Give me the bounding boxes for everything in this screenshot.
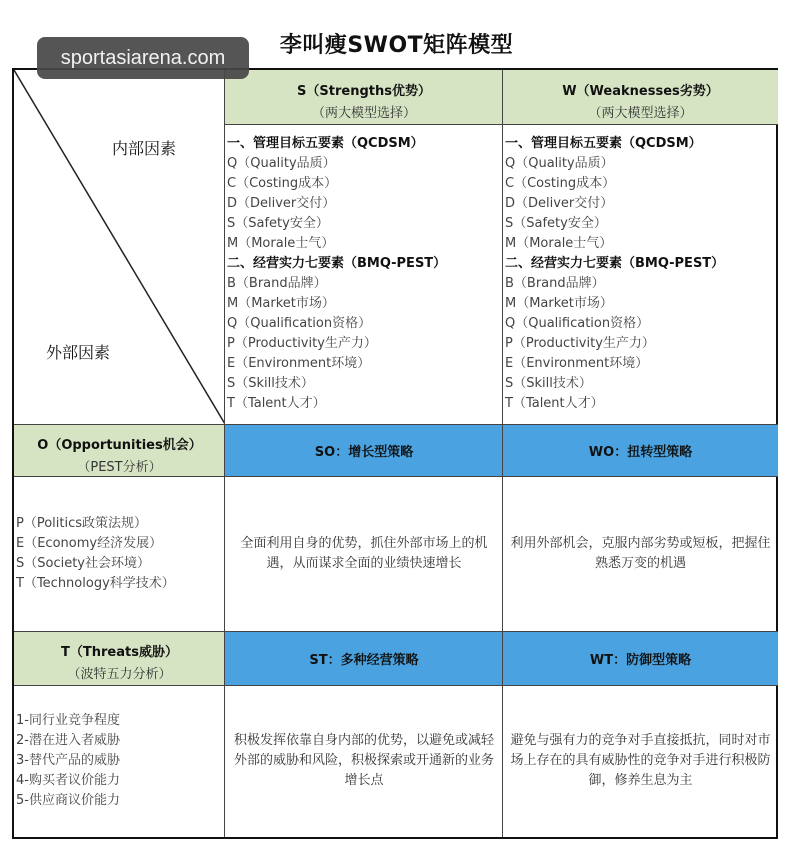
threat-item: 2-潜在进入者威胁 (16, 733, 120, 748)
opportunity-item: E（Economy经济发展） (16, 535, 163, 551)
weaknesses-factor-list (503, 124, 778, 424)
so-strategy-label: SO：增长型策略 (225, 424, 503, 476)
strengths-title: S（Strengths优势） (297, 84, 431, 99)
threats-title: T（Threats威胁） (61, 645, 178, 660)
factor-item: S（Skill技术） (227, 376, 314, 391)
opportunities-list (14, 476, 225, 631)
wo-strategy-text: 利用外部机会，克服内部劣势或短板，把握住熟悉万变的机遇 (510, 535, 771, 571)
factor-item: M（Morale士气） (505, 236, 613, 251)
grid-line (14, 476, 778, 477)
factor-item: 一、管理目标五要素（QCDSM） (505, 136, 702, 151)
factor-item: 二、经营实力七要素（BMQ-PEST） (227, 256, 447, 271)
factor-item: D（Deliver交付） (505, 196, 614, 211)
wt-strategy-text: 避免与强有力的竞争对手直接抵抗，同时对市场上存在的具有威胁性的竞争对手进行积极防御，修养生息为主 (510, 733, 771, 788)
factor-item: M（Market市场） (505, 296, 613, 311)
factor-item: Q（Qualification资格） (505, 316, 650, 331)
opportunity-item: T（Technology科学技术） (16, 575, 175, 591)
weaknesses-header (503, 70, 778, 124)
factor-item: Q（Qualification资格） (227, 316, 372, 331)
internal-factors-label: 内部因素 (112, 139, 177, 158)
strengths-factor-list (225, 124, 503, 424)
watermark-badge: sportasiarena.com (37, 37, 249, 79)
factor-item: S（Skill技术） (505, 376, 592, 391)
wt-strategy-label: WT：防御型策略 (503, 631, 778, 685)
factor-item: E（Environment环境） (227, 356, 371, 371)
threats-list (14, 685, 225, 837)
factor-item: B（Brand品牌） (505, 276, 605, 291)
grid-line (224, 70, 225, 837)
corner-cell (14, 70, 225, 424)
strengths-header (225, 70, 503, 124)
opportunities-header (14, 424, 225, 476)
threats-header (14, 631, 225, 685)
so-strategy-text: 全面利用自身的优势，抓住外部市场上的机遇，从而谋求全面的业绩快速增长 (240, 535, 488, 571)
factor-item: B（Brand品牌） (227, 276, 327, 291)
weaknesses-subtitle: （两大模型选择） (588, 106, 693, 121)
threat-item: 3-替代产品的威胁 (16, 753, 120, 768)
opportunity-item: S（Society社会环境） (16, 555, 151, 571)
factor-item: T（Talent人才） (505, 396, 604, 411)
grid-line (14, 631, 778, 632)
factor-item: D（Deliver交付） (227, 196, 336, 211)
threats-subtitle: （波特五力分析） (67, 667, 172, 682)
factor-item: M（Market市场） (227, 296, 335, 311)
threat-item: 4-购买者议价能力 (16, 773, 120, 788)
factor-item: M（Morale士气） (227, 236, 335, 251)
factor-item: Q（Quality品质） (505, 156, 614, 171)
grid-line (225, 124, 778, 125)
factor-item: Q（Quality品质） (227, 156, 336, 171)
swot-matrix (12, 68, 778, 839)
wo-strategy-label: WO：扭转型策略 (503, 424, 778, 476)
grid-line (14, 424, 778, 425)
factor-item: 一、管理目标五要素（QCDSM） (227, 136, 424, 151)
external-factors-label: 外部因素 (46, 343, 111, 362)
page-title: 李叫瘦SWOT矩阵模型 (279, 33, 514, 58)
factor-item: C（Costing成本） (227, 176, 338, 191)
strengths-subtitle: （两大模型选择） (311, 106, 416, 121)
opportunities-subtitle: （PEST分析） (77, 460, 162, 475)
grid-line (14, 685, 778, 686)
threat-item: 5-供应商议价能力 (16, 793, 120, 808)
factor-item: S（Safety安全） (227, 216, 329, 231)
factor-item: P（Productivity生产力） (227, 336, 377, 351)
st-strategy-text: 积极发挥依靠自身内部的优势，以避免或减轻外部的威胁和风险，积极探索或开通新的业务增长点 (233, 733, 494, 788)
weaknesses-title: W（Weaknesses劣势） (562, 84, 719, 99)
factor-item: E（Environment环境） (505, 356, 649, 371)
factor-item: 二、经营实力七要素（BMQ-PEST） (505, 256, 725, 271)
factor-item: S（Safety安全） (505, 216, 607, 231)
opportunities-title: O（Opportunities机会） (37, 438, 202, 453)
factor-item: P（Productivity生产力） (505, 336, 655, 351)
st-strategy-label: ST：多种经营策略 (225, 631, 503, 685)
factor-item: T（Talent人才） (227, 396, 326, 411)
corner-diagonal (14, 70, 225, 424)
grid-line (502, 70, 503, 837)
opportunity-item: P（Politics政策法规） (16, 515, 148, 531)
factor-item: C（Costing成本） (505, 176, 616, 191)
threat-item: 1-同行业竞争程度 (16, 713, 120, 728)
